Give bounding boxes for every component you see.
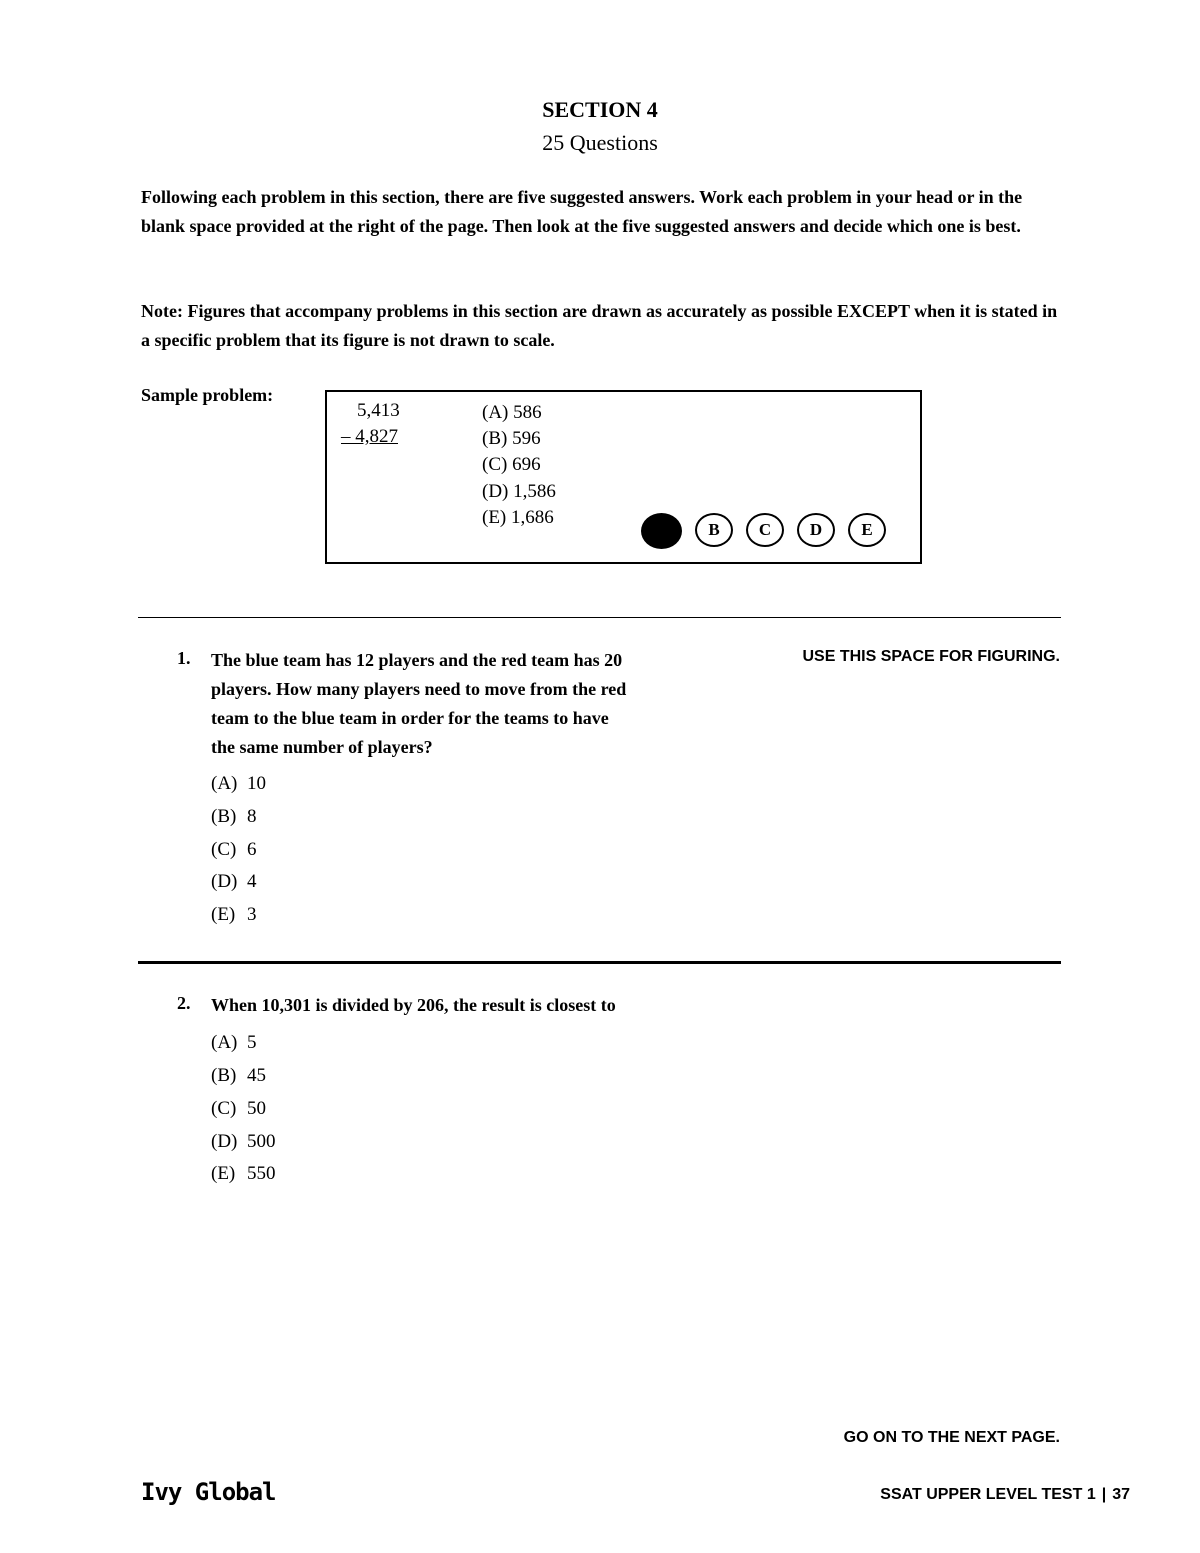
sample-choice-d: (D) 1,586 — [482, 481, 556, 502]
question-2-line: When 10,301 is divided by 206, the result is closest to — [211, 995, 616, 1015]
section-title: SECTION 4 — [542, 97, 658, 122]
q1-choice-d: (D) 4 — [211, 871, 257, 892]
q1-choice-c: (C) 6 — [211, 839, 257, 860]
bubble-e: E — [848, 513, 886, 547]
page-number: 37 — [1112, 1486, 1130, 1503]
divider-top — [138, 617, 1061, 618]
bubble-c: C — [746, 513, 784, 547]
sample-choice-c: (C) 696 — [482, 454, 541, 475]
question-1-number: 1. — [177, 648, 191, 668]
question-2-number: 2. — [177, 993, 191, 1013]
q1-choice-e: (E) 3 — [211, 904, 257, 925]
sample-problem-label: Sample problem: — [141, 385, 274, 405]
question-1-line: team to the blue team in order for the teams to have — [211, 708, 609, 728]
bubble-d: D — [797, 513, 835, 547]
figuring-space-label: USE THIS SPACE FOR FIGURING. — [802, 648, 1060, 665]
q1-choice-a: (A) 10 — [211, 773, 266, 794]
answer-bubbles — [641, 513, 886, 549]
bubble-a-filled — [641, 513, 682, 549]
instructions-intro: Following each problem in this section, there are five suggested answers. Work each problem in your head or in the blank space provided at the right of the page. Then look at the five suggested answers and decide which one is best. — [141, 187, 1023, 236]
question-count: 25 Questions — [542, 130, 658, 155]
q2-choice-e: (E) 550 — [211, 1163, 276, 1184]
page-footer — [760, 1486, 1130, 1504]
sample-choice-e: (E) 1,686 — [482, 507, 554, 528]
q1-choice-b: (B) 8 — [211, 806, 257, 827]
question-1-line: the same number of players? — [211, 737, 433, 757]
question-1-line: The blue team has 12 players and the red team has 20 — [211, 650, 623, 670]
q2-choice-d: (D) 500 — [211, 1131, 276, 1152]
brand-logo: Ivy Global — [141, 1478, 276, 1506]
question-1-text — [211, 646, 686, 762]
question-2-text — [211, 991, 686, 1020]
q2-choice-c: (C) 50 — [211, 1098, 266, 1119]
sample-choice-b: (B) 596 — [482, 428, 541, 449]
go-on-notice: GO ON TO THE NEXT PAGE. — [843, 1429, 1060, 1446]
test-name: SSAT UPPER LEVEL TEST 1 — [880, 1486, 1096, 1503]
footer-separator: | — [1101, 1486, 1107, 1503]
q2-choice-b: (B) 45 — [211, 1065, 266, 1086]
question-1-line: players. How many players need to move from the red — [211, 679, 627, 699]
sample-choice-a: (A) 586 — [482, 402, 542, 423]
bubble-b: B — [695, 513, 733, 547]
sample-problem-box — [325, 390, 922, 564]
divider-middle — [138, 961, 1061, 964]
instructions-note: Note: Figures that accompany problems in this section are drawn as accurately as possible EXCEPT when it is stated in a specific problem that its figure is not drawn to scale. — [141, 301, 1058, 350]
sample-minuend: 5,413 — [357, 400, 400, 421]
sample-subtrahend: – 4,827 — [341, 426, 398, 447]
q2-choice-a: (A) 5 — [211, 1032, 257, 1053]
